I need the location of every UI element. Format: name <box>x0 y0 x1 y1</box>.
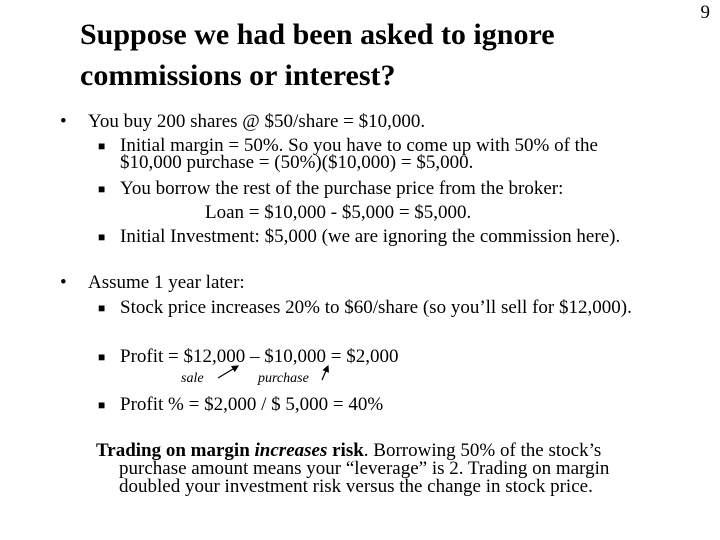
loan-formula: Loan = $10,000 - $5,000 = $5,000. <box>205 202 472 223</box>
note-bold-end: risk <box>327 440 364 461</box>
sub-profit: Profit = $12,000 – $10,000 = $2,000 <box>120 346 399 367</box>
sub-borrow: You borrow the rest of the purchase price from the broker: <box>120 178 564 199</box>
note-bold-italic: increases <box>254 440 328 461</box>
bullet-buy-shares: You buy 200 shares @ $50/share = $10,000. <box>88 111 426 132</box>
sub-stock-price: Stock price increases 20% to $60/share (so you’ll sell for $12,000). <box>120 297 632 318</box>
square-bullet-icon: ■ <box>98 230 106 244</box>
slide-title-line-1: Suppose we had been asked to ignore <box>80 18 555 51</box>
arrow-sale <box>218 366 238 378</box>
margin-risk-note <box>96 442 656 496</box>
bullet-icon: • <box>60 272 67 293</box>
sub-initial-margin-line-1: Initial margin = 50%. So you have to come up with 50% of the <box>120 135 598 156</box>
square-bullet-icon: ■ <box>98 398 106 412</box>
page-number: 9 <box>700 2 710 23</box>
sub-initial-investment: Initial Investment: $5,000 (we are ignoring the commission here). <box>120 226 621 247</box>
square-bullet-icon: ■ <box>98 139 106 153</box>
note-line-2: purchase amount means your “leverage” is 2. Trading on margin <box>119 458 610 479</box>
note-line-3: doubled your investment risk versus the change in stock price. <box>119 476 593 497</box>
slide-title-line-2: commissions or interest? <box>80 59 396 92</box>
note-bold-start: Trading on margin <box>96 440 255 461</box>
sub-initial-margin-line-2: $10,000 purchase = (50%)($10,000) = $5,000. <box>120 152 474 173</box>
label-purchase: purchase <box>258 371 309 386</box>
bullet-icon: • <box>60 111 67 132</box>
square-bullet-icon: ■ <box>98 301 106 315</box>
square-bullet-icon: ■ <box>98 350 106 364</box>
arrow-purchase <box>322 366 328 380</box>
sub-profit-percent: Profit % = $2,000 / $ 5,000 = 40% <box>120 394 384 415</box>
bullet-assume-later: Assume 1 year later: <box>88 272 245 293</box>
square-bullet-icon: ■ <box>98 182 106 196</box>
note-line-1: . Borrowing 50% of the stock’s <box>363 440 602 461</box>
label-sale: sale <box>181 371 204 386</box>
